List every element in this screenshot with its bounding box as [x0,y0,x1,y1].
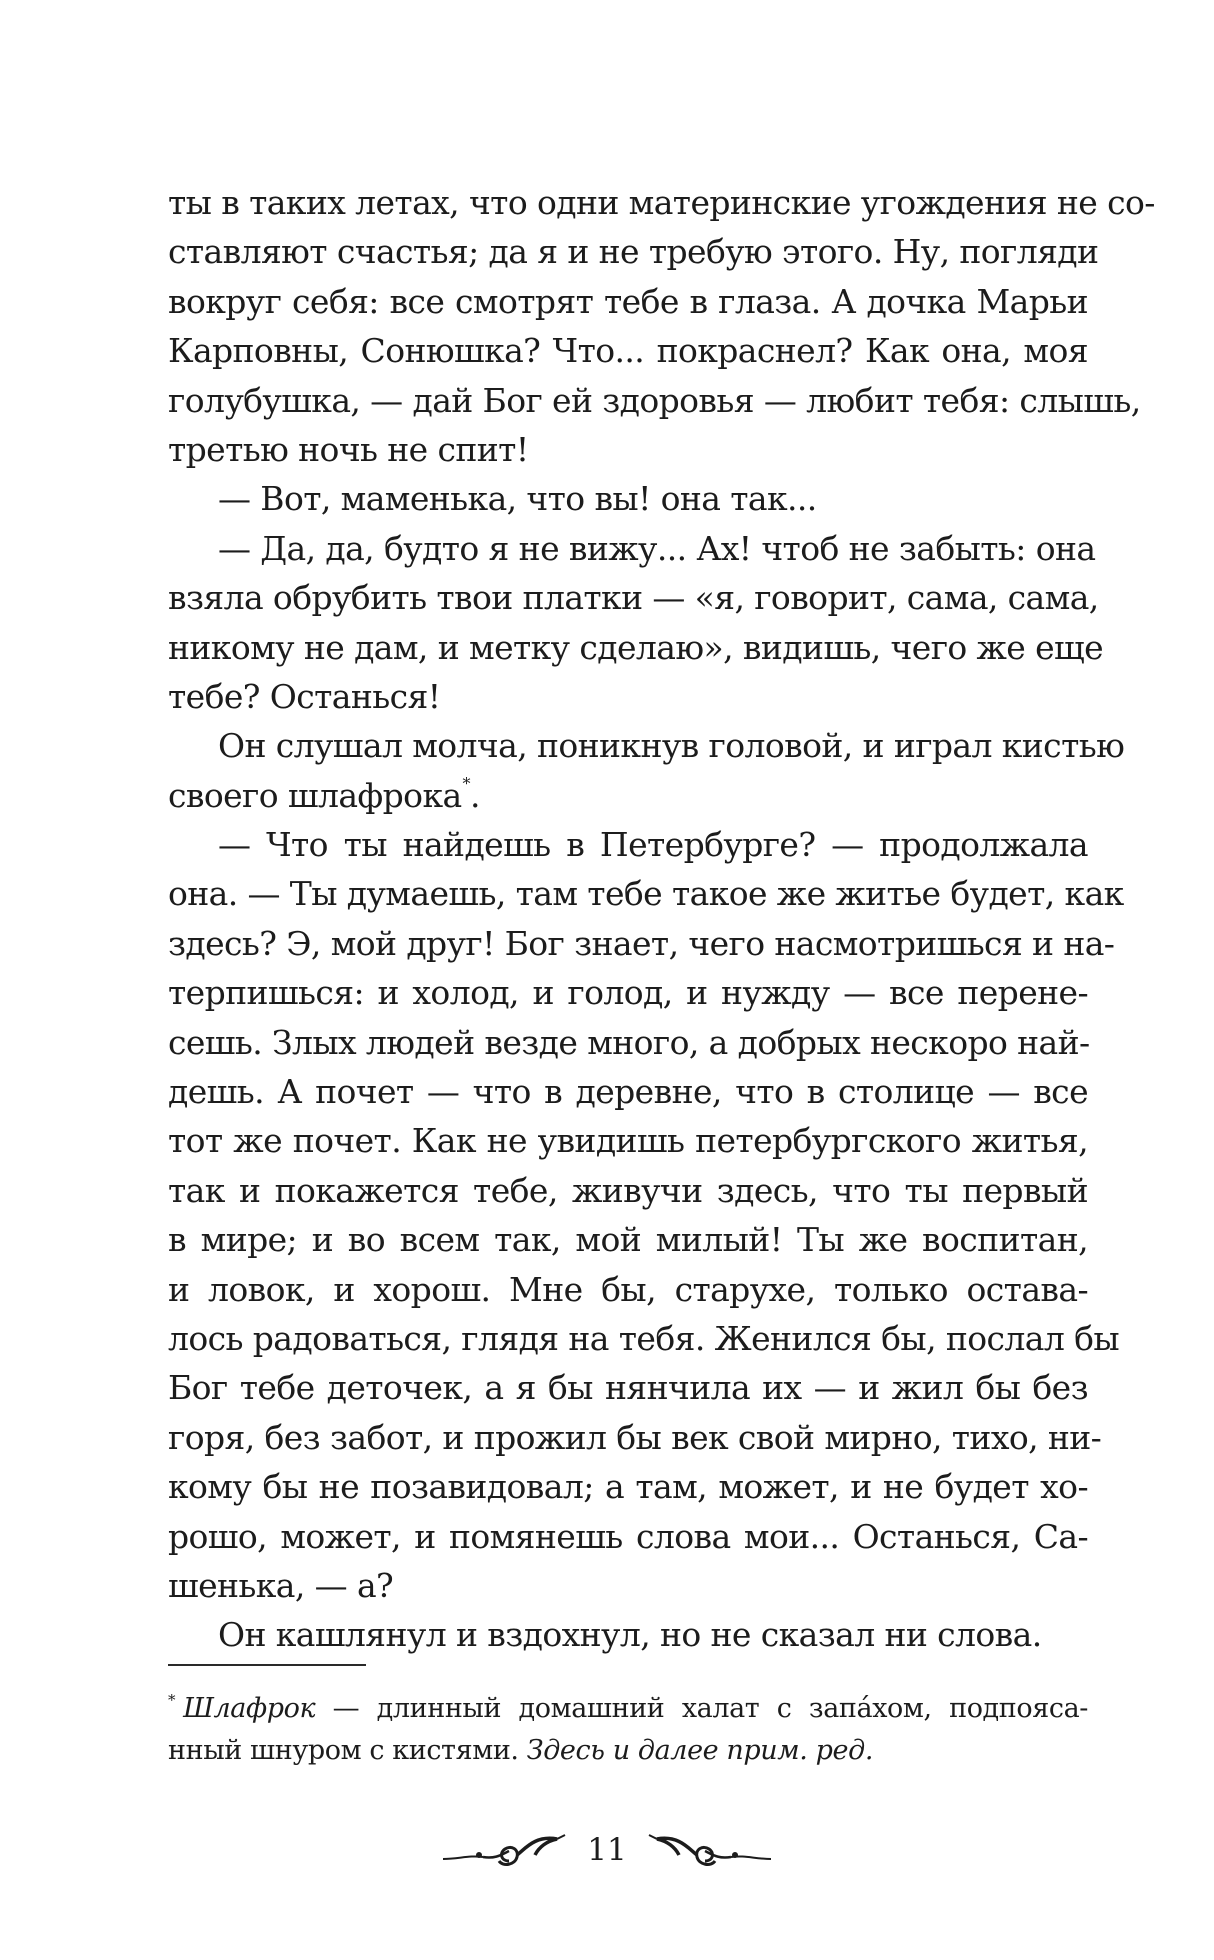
text-line [168,1462,1088,1511]
text-line [168,721,1125,770]
text-line [168,1363,1088,1412]
text-line-content: горя, без забот, и прожил бы век свой мирно, тихо, ни- [168,1417,1102,1457]
text-line-content: третью ночь не спит! [168,429,529,469]
text-line [168,1413,1102,1462]
text-line-content: голубушка, — дай Бог ей здоровья — любит тебя: слышь, [168,380,1141,420]
text-line-content: она. — Ты думаешь, там тебе такое же житье будет, как [168,874,1124,914]
text-line-content: взяла обрубить твои платки — «я, говорит, сама, сама, [168,578,1099,618]
text-line-content: шенька, — а? [168,1565,394,1605]
footnote-marker: * [168,1691,176,1709]
text-line-punctuation: . [469,775,480,815]
text-line [168,1067,1088,1116]
footnote [168,1688,1088,1772]
footnote-line [168,1688,1088,1730]
text-line-content: ты в таких летах, что одни материнские угождения не со- [168,183,1155,222]
text-line [168,623,1104,672]
text-line [168,326,1088,375]
text-line [168,1265,1088,1314]
text-line-content: так и покажется тебе, живучи здесь, что ты первый [168,1170,1088,1210]
text-line [168,376,1141,425]
text-line [168,524,1096,573]
footnote-divider [168,1664,366,1666]
text-line [168,1561,1088,1610]
text-line [168,672,1088,721]
text-line-content: терпишься: и холод, и голод, и нужду — все перене- [168,973,1088,1013]
text-line [168,1610,1088,1659]
footnote-definition: — длинный домашний халат с запа́хом, подпояса- [315,1693,1088,1724]
text-line-content: Он кашлянул и вздохнул, но не сказал ни слова. [218,1615,1042,1655]
main-text [168,178,1155,1660]
text-line [168,1314,1120,1363]
text-line [168,1166,1088,1215]
text-line-content: вокруг себя: все смотрят тебе в глаза. А дочка Марьи [168,281,1088,321]
text-line-content: — Да, да, будто я не вижу... Ах! чтоб не забыть: она [218,528,1096,568]
text-line-content: Карповны, Сонюшка? Что... покраснел? Как она, моя [168,331,1088,371]
page-footer [0,1820,1214,1880]
text-line [168,820,1088,869]
footnote-reference: * [462,773,470,793]
text-line [168,1018,1088,1067]
page-number: 11 [587,1832,627,1868]
text-line [168,968,1088,1017]
scroll-flourish-icon [645,1825,775,1875]
editor-note: Здесь и далее прим. ред. [526,1735,873,1766]
text-line [168,277,1088,326]
text-line [168,771,1088,820]
text-line [168,1215,1088,1264]
text-line [168,425,1088,474]
scroll-flourish-icon [439,1825,569,1875]
text-line-content: и ловок, и хорош. Мне бы, старухе, только остава- [168,1269,1088,1309]
text-line-content: сешь. Злых людей везде много, а добрых нескоро най- [168,1022,1090,1062]
text-line [168,573,1099,622]
text-line-content: кому бы не позавидовал; а там, может, и не будет хо- [168,1467,1088,1507]
text-line-content: — Что ты найдешь в Петербурге? — продолжала [218,825,1088,865]
text-line-content: дешь. А почет — что в деревне, что в столице — все [168,1072,1088,1112]
text-line-content: в мире; и во всем так, мой милый! Ты же воспитан, [168,1220,1088,1260]
text-line [168,869,1124,918]
text-line [168,1116,1088,1165]
footnote-term: Шлафрок [183,1693,316,1724]
text-line-content: лось радоваться, глядя на тебя. Женился бы, послал бы [168,1318,1120,1358]
text-line [168,1512,1088,1561]
text-line-content: никому не дам, и метку сделаю», видишь, чего же еще [168,627,1104,667]
footnote-line [168,1730,1088,1772]
text-line-content: Бог тебе деточек, а я бы нянчила их — и жил бы без [168,1368,1088,1408]
text-line [168,227,1099,276]
text-line-content: здесь? Э, мой друг! Бог знает, чего насмотришься и на- [168,923,1115,963]
text-line [168,474,1088,523]
text-line-content: тот же почет. Как не увидишь петербургского житья, [168,1121,1088,1161]
text-line-content: ставляют счастья; да я и не требую этого. Ну, погляди [168,232,1099,272]
text-line [168,919,1115,968]
text-line-content: рошо, может, и помянешь слова мои... Останься, Са- [168,1516,1088,1556]
text-line-content: — Вот, маменька, что вы! она так... [218,479,817,519]
text-line-content: Он слушал молча, поникнув головой, и играл кистью [218,726,1125,766]
text-line-content: своего шлафрока [168,775,462,815]
text-line [168,178,1155,227]
text-line-content: тебе? Останься! [168,676,441,716]
footnote-definition-cont: нный шнуром с кистями. [168,1735,527,1766]
